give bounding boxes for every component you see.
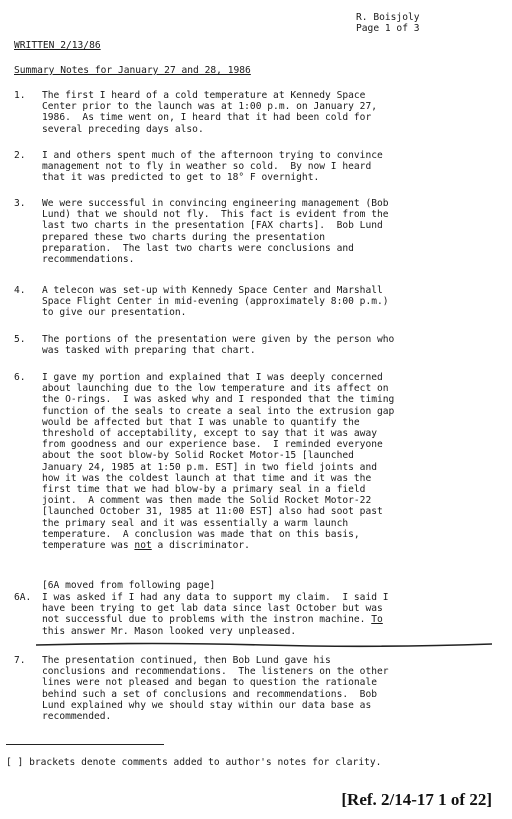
text-line: temperature. A conclusion was made that on this basis, — [42, 528, 360, 540]
text-line: January 24, 1985 at 1:50 p.m. EST] in two field joints and — [42, 461, 378, 473]
text-line — [42, 540, 502, 551]
underline-stroke — [34, 641, 494, 649]
text-line: The presentation continued, then Bob Lund gave his — [42, 655, 331, 666]
text-line: several preceding days also. — [42, 123, 204, 135]
text-line: about the soot blow-by Solid Rocket Motor-15 [launched — [42, 450, 354, 462]
underlined-word: not — [134, 540, 152, 552]
text-line: the O-rings. I was asked why and I responded that the timing — [42, 394, 395, 406]
text-line: Lund explained why we should stay within our data base as — [42, 699, 372, 711]
item-text — [42, 334, 502, 356]
item-number: 6A. — [14, 592, 32, 603]
item-number: 2. — [14, 150, 26, 161]
text-fragment: temperature was — [42, 540, 135, 552]
text-line: lines were not pleased and began to question the rationale — [42, 677, 378, 689]
reference-label: [Ref. 2/14-17 1 of 22] — [341, 790, 492, 809]
text-line: behind such a set of conclusions and recommendations. Bob — [42, 688, 378, 700]
text-line: was tasked with preparing that chart. — [42, 345, 256, 357]
text-line: Center prior to the launch was at 1:00 p.m. on January 27, — [42, 101, 378, 113]
text-line: The first I heard of a cold temperature at Kennedy Space — [42, 90, 366, 101]
text-line: 1986. As time went on, I heard that it had been cold for — [42, 112, 372, 124]
text-line: joint. A comment was then made the Solid Rocket Motor-22 — [42, 495, 372, 507]
text-line: that it was predicted to get to 18° F overnight. — [42, 172, 320, 184]
text-line: this answer Mr. Mason looked very unpleased. — [42, 625, 297, 637]
text-line: recommended. — [42, 711, 112, 723]
author-name: R. Boisjoly — [356, 12, 420, 23]
text-line: I was asked if I had any data to support my claim. I said I — [42, 592, 389, 603]
text-line: We were successful in convincing engineering management (Bob — [42, 198, 389, 209]
page-header — [356, 12, 420, 34]
footnote-divider — [6, 744, 164, 745]
page-number: Page 1 of 3 — [356, 23, 420, 35]
summary-title: Summary Notes for January 27 and 28, 1986 — [14, 65, 251, 76]
item-text — [42, 198, 502, 265]
underlined-word: To — [371, 614, 383, 626]
item-text — [42, 90, 502, 135]
text-line: management not to fly in weather so cold. By now I heard — [42, 161, 372, 173]
text-line: Lund) that we should not fly. This fact is evident from the — [42, 209, 389, 221]
text-line: conclusions and recommendations. The listeners on the other — [42, 666, 389, 678]
item-number: 7. — [14, 655, 26, 666]
footnote — [6, 757, 381, 768]
text-line: first time that we had blow-by a primary seal in a field — [42, 484, 366, 496]
text-line: how it was the coldest launch at that time and it was the — [42, 472, 372, 484]
text-line: last two charts in the presentation [FAX charts]. Bob Lund — [42, 220, 383, 232]
text-line: the primary seal and it was essentially a warm launch — [42, 517, 349, 529]
item-text — [42, 285, 502, 319]
footnote-text: [ ] brackets denote comments added to author's notes for clarity. — [6, 757, 382, 768]
text-line: Space Flight Center in mid-evening (approximately 8:00 p.m.) — [42, 296, 389, 308]
item-number: 6. — [14, 372, 26, 383]
item-text — [42, 592, 502, 637]
text-line: preparation. The last two charts were conclusions and — [42, 242, 354, 254]
text-fragment: not successful due to problems with the instron machine. — [42, 614, 366, 626]
text-line: [launched October 31, 1985 at 11:00 EST] also had soot past — [42, 506, 383, 518]
text-fragment: a discriminator. — [151, 540, 250, 552]
item-number: 4. — [14, 285, 26, 296]
item-number: 1. — [14, 90, 26, 101]
text-line: from goodness and our experience base. I reminded everyone — [42, 439, 383, 451]
text-line — [42, 614, 502, 625]
written-date: WRITTEN 2/13/86 — [14, 40, 101, 51]
moved-note: [6A moved from following page] — [42, 580, 216, 591]
text-line: function of the seals to create a seal into the extrusion gap — [42, 405, 395, 417]
item-text — [42, 150, 502, 184]
text-line: recommendations. — [42, 254, 135, 266]
text-line: I and others spent much of the afternoon trying to convince — [42, 150, 383, 161]
text-line: A telecon was set-up with Kennedy Space Center and Marshall — [42, 285, 383, 296]
text-line: I gave my portion and explained that I was deeply concerned — [42, 372, 383, 383]
text-line: The portions of the presentation were given by the person who — [42, 334, 395, 345]
item-number: 3. — [14, 198, 26, 209]
text-line: prepared these two charts during the presentation — [42, 231, 326, 243]
text-line: to give our presentation. — [42, 307, 187, 319]
text-line: would be affected but that I was unable to quantify the — [42, 416, 360, 428]
text-line: threshold of acceptability, except to say that it was away — [42, 428, 378, 440]
item-text — [42, 372, 502, 551]
text-line: have been trying to get lab data since last October but was — [42, 603, 383, 615]
item-number: 5. — [14, 334, 26, 345]
item-text — [42, 655, 502, 722]
text-line: about launching due to the low temperature and its affect on — [42, 383, 389, 395]
